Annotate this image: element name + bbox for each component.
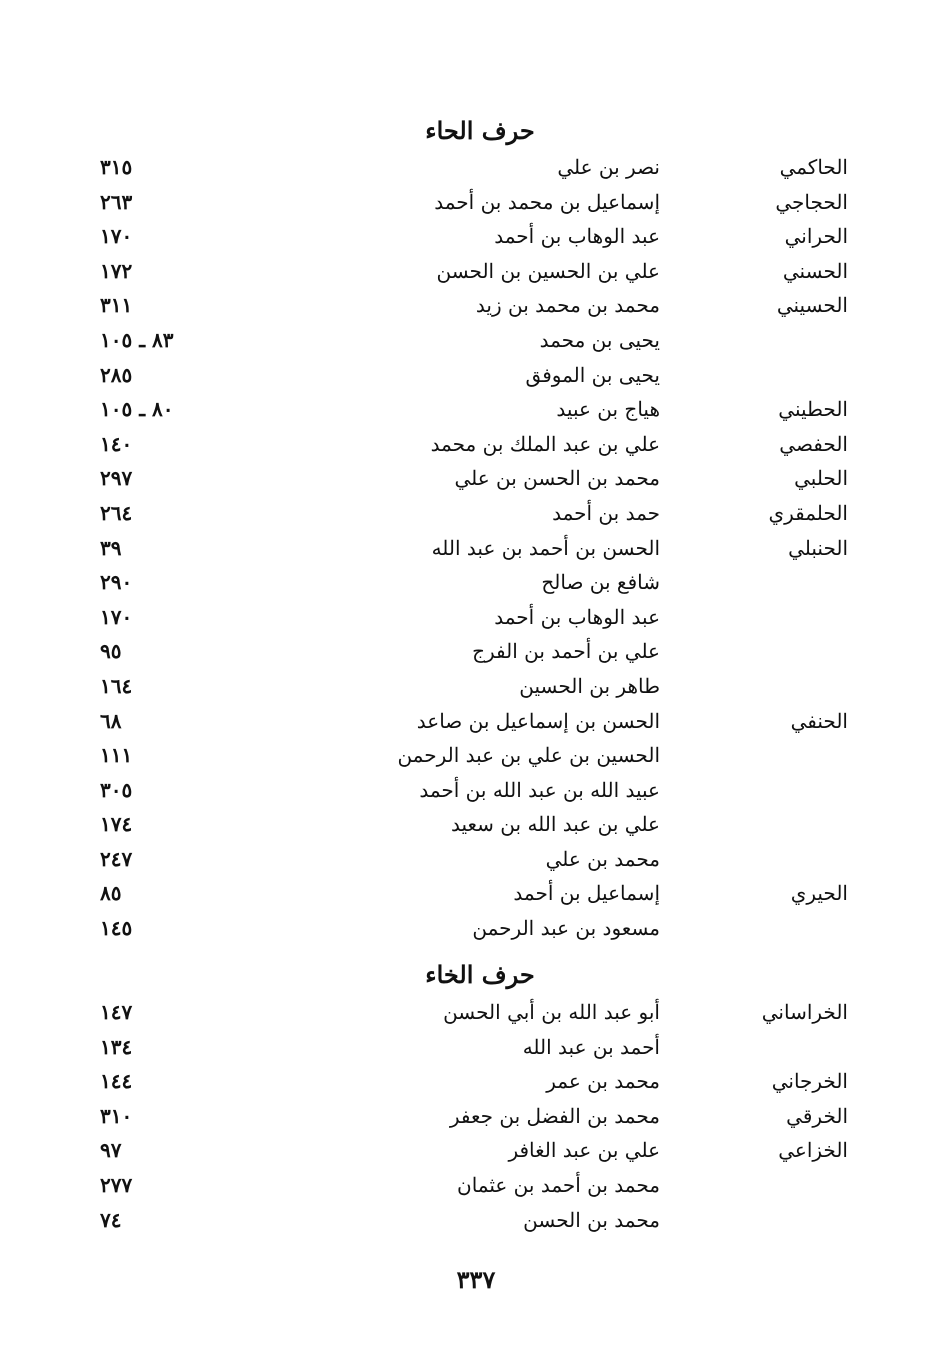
entry-page-ref: ٢٩٧ xyxy=(100,466,133,491)
index-entry xyxy=(0,600,952,635)
index-entry xyxy=(0,219,952,254)
index-entry xyxy=(0,565,952,600)
index-entry xyxy=(0,1064,952,1099)
entry-name: يحيى بن الموفق xyxy=(525,362,660,387)
entry-name: محمد بن أحمد بن عثمان xyxy=(457,1172,660,1197)
index-entry xyxy=(0,288,952,323)
index-entry xyxy=(0,876,952,911)
entry-nisba: الحيري xyxy=(790,881,848,906)
entry-name: حمد بن أحمد xyxy=(552,500,660,525)
index-entry xyxy=(0,1133,952,1168)
entry-nisba: الحنبلي xyxy=(788,535,848,560)
entry-page-ref: ٧٤ xyxy=(100,1207,122,1232)
index-entry xyxy=(0,669,952,704)
entry-name: هياج بن عبيد xyxy=(556,397,660,422)
index-entry xyxy=(0,911,952,946)
entry-nisba: الحطيني xyxy=(778,397,848,422)
section-heading-khaa: حرف الخاء xyxy=(425,960,535,989)
entry-name: محمد بن الحسن xyxy=(523,1207,660,1232)
entry-page-ref: ٦٨ xyxy=(100,708,122,733)
entry-nisba: الحسيني xyxy=(776,293,848,318)
index-entry xyxy=(0,738,952,773)
index-entry xyxy=(0,842,952,877)
entry-page-ref: ٢٩٠ xyxy=(100,570,133,595)
entry-page-ref: ٩٧ xyxy=(100,1138,122,1163)
section-heading-haa: حرف الحاء xyxy=(425,116,535,145)
index-entry xyxy=(0,150,952,185)
entry-name: إسماعيل بن محمد بن أحمد xyxy=(434,189,660,214)
entry-page-ref: ١٤٥ xyxy=(100,916,133,941)
index-entry xyxy=(0,1099,952,1134)
index-entry xyxy=(0,531,952,566)
index-entry xyxy=(0,995,952,1030)
entry-page-ref: ٢٦٣ xyxy=(100,189,133,214)
entry-page-ref: ١٤٠ xyxy=(100,431,133,456)
entry-name: محمد بن الحسن بن علي xyxy=(454,466,660,491)
entry-name: إسماعيل بن أحمد xyxy=(513,881,660,906)
index-entry xyxy=(0,634,952,669)
entry-nisba: الحجاجي xyxy=(775,189,848,214)
entry-page-ref: ٣١١ xyxy=(100,293,133,318)
entry-name: محمد بن علي xyxy=(545,846,660,871)
entry-page-ref: ١١١ xyxy=(100,743,133,768)
index-entry xyxy=(0,496,952,531)
entry-page-ref: ٨٥ xyxy=(100,881,122,906)
entry-page-ref: ٣٩ xyxy=(100,535,122,560)
entry-name: نصر بن علي xyxy=(557,155,660,179)
page-number: ٣٣٧ xyxy=(456,1265,496,1294)
entry-name: علي بن أحمد بن الفرج xyxy=(472,639,660,664)
entry-page-ref: ٢٨٥ xyxy=(100,362,133,387)
entry-nisba: الحسني xyxy=(782,258,848,283)
index-entry xyxy=(0,461,952,496)
index-entry xyxy=(0,807,952,842)
entry-name: علي بن الحسين بن الحسن xyxy=(436,258,660,283)
entry-page-ref: ٢٤٧ xyxy=(100,846,133,871)
entry-nisba: الحنفي xyxy=(790,708,848,733)
entry-name: علي بن عبد الملك بن محمد xyxy=(430,431,660,456)
index-entry xyxy=(0,773,952,808)
entry-name: عبد الوهاب بن أحمد xyxy=(494,224,660,249)
entry-page-ref: ١٧٢ xyxy=(100,258,133,283)
entry-page-ref: ٢٧٧ xyxy=(100,1172,133,1197)
entry-name: علي بن عبد الله بن سعيد xyxy=(451,812,660,837)
entry-page-ref: ٩٥ xyxy=(100,639,122,664)
index-entry xyxy=(0,704,952,739)
entry-name: أحمد بن عبد الله xyxy=(522,1034,660,1059)
index-entry xyxy=(0,1203,952,1238)
entry-nisba: الحلبي xyxy=(794,466,848,491)
entry-page-ref: ١٣٤ xyxy=(100,1034,133,1059)
entry-name: يحيى بن محمد xyxy=(539,327,660,352)
index-entry xyxy=(0,1030,952,1065)
entry-name: مسعود بن عبد الرحمن xyxy=(472,916,660,941)
entry-page-ref: ٣١٥ xyxy=(100,155,133,179)
entry-name: علي بن عبد الغافر xyxy=(508,1138,660,1163)
entry-list-khaa xyxy=(0,995,952,1237)
entry-name: شافع بن صالح xyxy=(541,570,660,595)
index-entry xyxy=(0,1168,952,1203)
entry-page-ref: ٣٠٥ xyxy=(100,777,133,802)
entry-page-ref: ١٤٤ xyxy=(100,1069,133,1094)
entry-name: عبد الوهاب بن أحمد xyxy=(494,604,660,629)
index-entry xyxy=(0,392,952,427)
entry-list-haa xyxy=(0,150,952,946)
entry-name: الحسن بن إسماعيل بن صاعد xyxy=(416,708,660,733)
entry-nisba: الحلمقري xyxy=(768,500,848,525)
entry-page-ref: ١٧٠ xyxy=(100,604,133,629)
entry-nisba: الخراساني xyxy=(761,1000,848,1024)
entry-name: عبيد الله بن عبد الله بن أحمد xyxy=(419,777,660,802)
entry-page-ref: ٣١٠ xyxy=(100,1103,133,1128)
index-entry xyxy=(0,254,952,289)
entry-name: أبو عبد الله بن أبي الحسن xyxy=(443,1000,660,1024)
entry-page-ref: ١٧٠ xyxy=(100,224,133,249)
entry-page-ref: ١٦٤ xyxy=(100,673,133,698)
entry-nisba: الحفصي xyxy=(779,431,848,456)
entry-page-ref: ١٧٤ xyxy=(100,812,133,837)
entry-name: محمد بن الفضل بن جعفر xyxy=(449,1103,660,1128)
entry-nisba: الخرقي xyxy=(786,1103,848,1128)
entry-nisba: الخزاعي xyxy=(778,1138,848,1163)
index-entry xyxy=(0,358,952,393)
index-entry xyxy=(0,185,952,220)
index-entry xyxy=(0,323,952,358)
entry-nisba: الحراني xyxy=(784,224,848,249)
entry-name: الحسين بن علي بن عبد الرحمن xyxy=(397,743,660,768)
entry-name: الحسن بن أحمد بن عبد الله xyxy=(431,535,660,560)
entry-name: محمد بن عمر xyxy=(546,1069,660,1094)
entry-nisba: الحاكمي xyxy=(779,155,848,179)
entry-nisba: الخرجاني xyxy=(771,1069,848,1094)
index-entry xyxy=(0,427,952,462)
entry-page-ref: ١٤٧ xyxy=(100,1000,133,1024)
entry-name: طاهر بن الحسين xyxy=(519,673,660,698)
entry-page-ref: ٨٠ ـ ١٠٥ xyxy=(100,397,174,422)
entry-name: محمد بن محمد بن زيد xyxy=(475,293,660,318)
entry-page-ref: ٢٦٤ xyxy=(100,500,133,525)
entry-page-ref: ٨٣ ـ ١٠٥ xyxy=(100,327,174,352)
